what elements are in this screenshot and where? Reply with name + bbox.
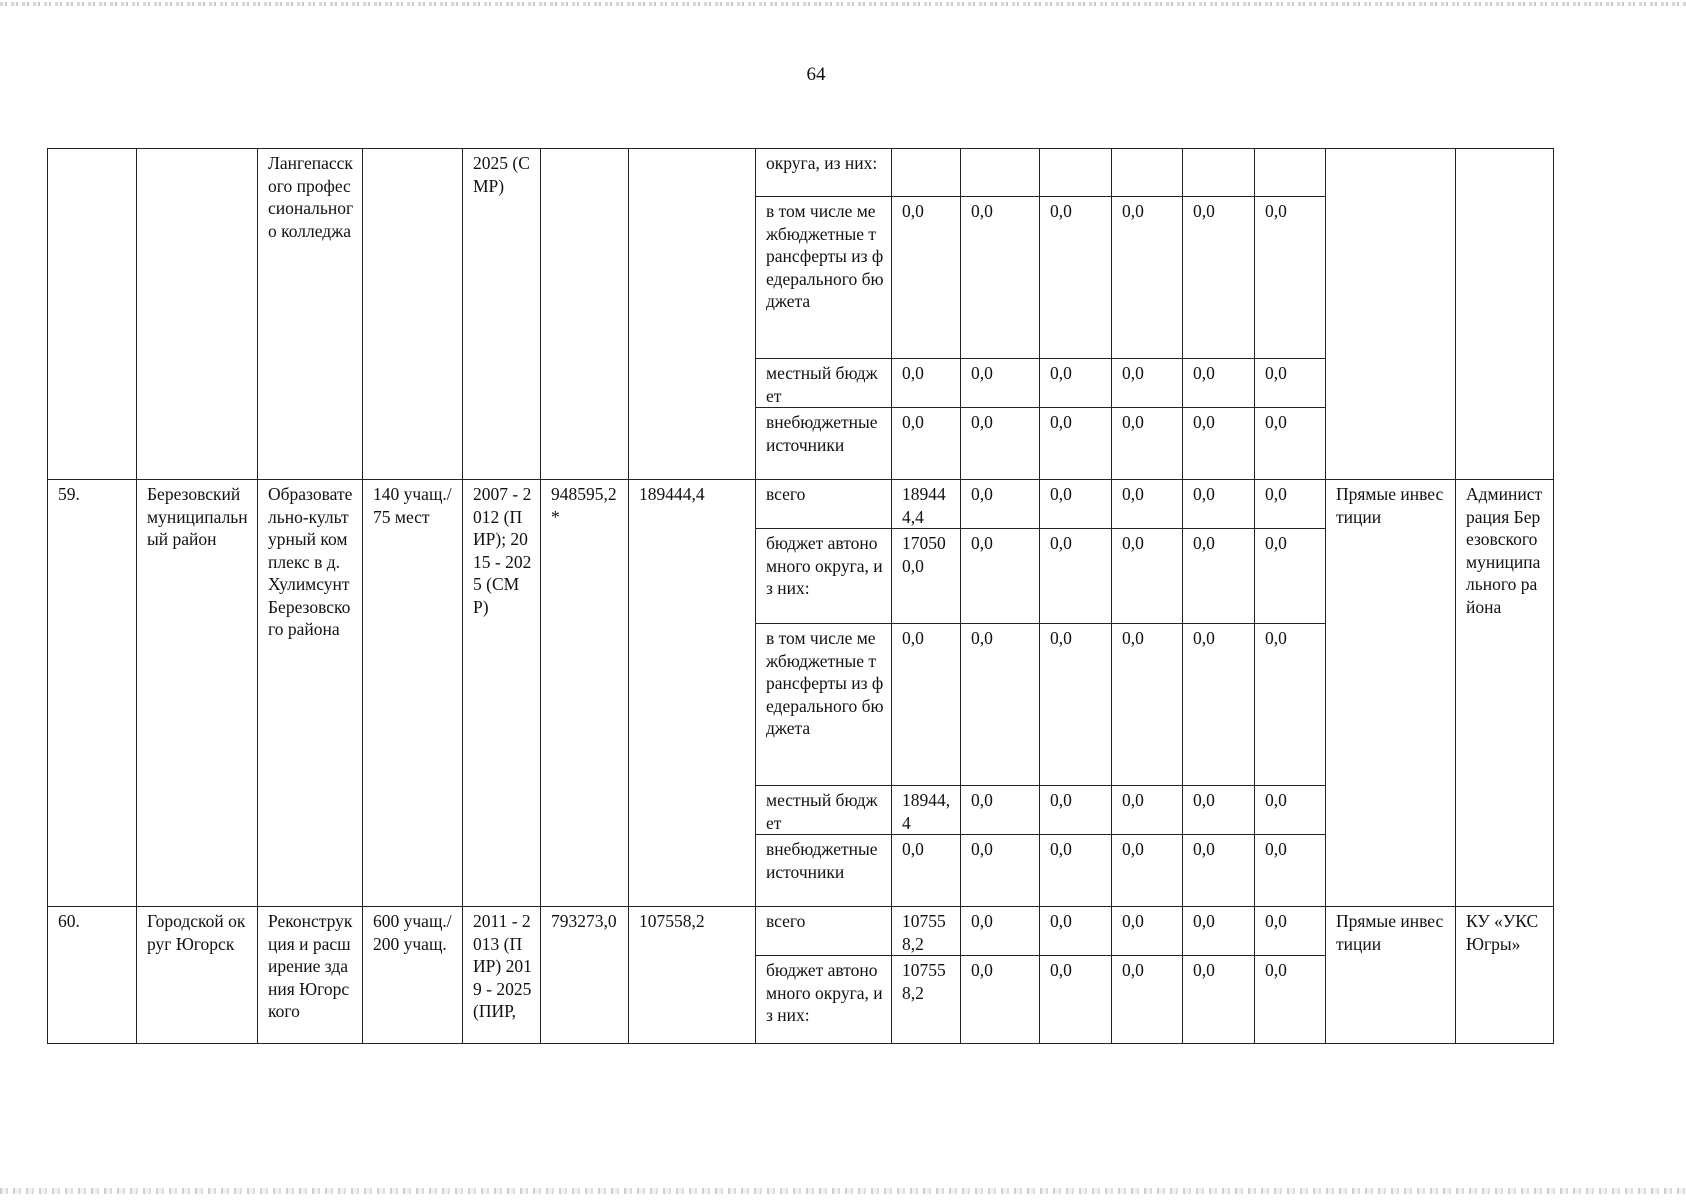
- cell-capacity: 600 учащ./ 200 учащ.: [363, 907, 463, 1044]
- cell-value: 0,0: [961, 359, 1040, 408]
- cell-value: 0,0: [1112, 956, 1183, 1044]
- cell-value: 0,0: [1183, 907, 1255, 956]
- cell-customer: [1456, 149, 1554, 480]
- cell-value: [892, 149, 961, 197]
- cell-value: 189444,4: [892, 480, 961, 529]
- cell-municipality: Березовский муниципальный район: [137, 480, 258, 907]
- cell-value: [961, 149, 1040, 197]
- cell-value: 0,0: [1040, 956, 1112, 1044]
- cell-capacity: 140 учащ./75 мест: [363, 480, 463, 907]
- cell-estimated-cost: 948595,2*: [541, 480, 629, 907]
- cell-value: 0,0: [1040, 480, 1112, 529]
- cell-remaining-cost: 107558,2: [629, 907, 756, 1044]
- cell-object: Образовательно-культурный комплекс в д. Хулимсунт Березовского района: [258, 480, 363, 907]
- cell-value: 0,0: [1040, 529, 1112, 624]
- cell-remaining-cost: 189444,4: [629, 480, 756, 907]
- cell-capacity: [363, 149, 463, 480]
- cell-value: 0,0: [1255, 197, 1326, 359]
- cell-value: 0,0: [961, 529, 1040, 624]
- cell-municipality: Городской округ Югорск: [137, 907, 258, 1044]
- cell-mechanism: Прямые инвестиции: [1326, 480, 1456, 907]
- cell-value: 0,0: [1040, 786, 1112, 835]
- cell-object: Реконструкция и расширение здания Югорского: [258, 907, 363, 1044]
- cell-remaining-cost: [629, 149, 756, 480]
- cell-value: 0,0: [1255, 835, 1326, 907]
- cell-value: [1183, 149, 1255, 197]
- cell-value: 0,0: [892, 197, 961, 359]
- cell-source: внебюджетные источники: [756, 408, 892, 480]
- cell-value: 0,0: [1112, 408, 1183, 480]
- cell-estimated-cost: 793273,0: [541, 907, 629, 1044]
- cell-object: Лангепасского профессионального колледжа: [258, 149, 363, 480]
- cell-source: всего: [756, 907, 892, 956]
- cell-value: 0,0: [1183, 786, 1255, 835]
- table-row: [48, 907, 1554, 956]
- cell-value: 0,0: [961, 480, 1040, 529]
- cell-number: 60.: [48, 907, 137, 1044]
- cell-value: 0,0: [1255, 359, 1326, 408]
- cell-source: всего: [756, 480, 892, 529]
- cell-municipality: [137, 149, 258, 480]
- cell-value: 0,0: [961, 624, 1040, 786]
- cell-value: [1255, 149, 1326, 197]
- cell-period: 2025 (СМР): [463, 149, 541, 480]
- cell-value: 0,0: [1040, 197, 1112, 359]
- cell-value: 0,0: [1040, 408, 1112, 480]
- cell-value: 0,0: [961, 197, 1040, 359]
- cell-value: 0,0: [1183, 956, 1255, 1044]
- cell-period: 2007 - 2012 (ПИР); 2015 - 2025 (СМР): [463, 480, 541, 907]
- cell-value: 0,0: [892, 359, 961, 408]
- cell-value: 0,0: [961, 907, 1040, 956]
- cell-value: 0,0: [1255, 529, 1326, 624]
- cell-value: 0,0: [1183, 480, 1255, 529]
- scan-edge-bottom: [0, 1188, 1686, 1194]
- cell-value: 0,0: [1112, 786, 1183, 835]
- cell-mechanism: [1326, 149, 1456, 480]
- cell-period: 2011 - 2013 (ПИР) 2019 - 2025 (ПИР,: [463, 907, 541, 1044]
- cell-value: 0,0: [1255, 624, 1326, 786]
- table-row: [48, 149, 1554, 197]
- cell-source: местный бюджет: [756, 786, 892, 835]
- cell-number: 59.: [48, 480, 137, 907]
- page-number: 64: [806, 64, 826, 85]
- cell-value: 0,0: [892, 624, 961, 786]
- cell-value: 0,0: [1040, 907, 1112, 956]
- cell-value: 107558,2: [892, 956, 961, 1044]
- cell-value: 18944,4: [892, 786, 961, 835]
- cell-value: 0,0: [961, 408, 1040, 480]
- cell-value: 0,0: [1183, 835, 1255, 907]
- cell-value: 107558,2: [892, 907, 961, 956]
- cell-source: бюджет автономного округа, из них:: [756, 956, 892, 1044]
- cell-value: 0,0: [961, 835, 1040, 907]
- cell-value: 0,0: [1112, 624, 1183, 786]
- cell-value: [1112, 149, 1183, 197]
- table-row: [48, 480, 1554, 529]
- cell-value: 0,0: [1112, 529, 1183, 624]
- cell-source: в том числе межбюджетные трансферты из федерального бюджета: [756, 624, 892, 786]
- cell-value: 0,0: [1112, 480, 1183, 529]
- cell-estimated-cost: [541, 149, 629, 480]
- cell-value: 0,0: [1183, 408, 1255, 480]
- cell-source: в том числе межбюджетные трансферты из федерального бюджета: [756, 197, 892, 359]
- cell-value: 0,0: [1255, 480, 1326, 529]
- cell-value: 0,0: [1183, 529, 1255, 624]
- cell-value: [1040, 149, 1112, 197]
- cell-value: 0,0: [1112, 835, 1183, 907]
- cell-mechanism: Прямые инвестиции: [1326, 907, 1456, 1044]
- cell-value: 0,0: [1040, 835, 1112, 907]
- cell-source: местный бюджет: [756, 359, 892, 408]
- investment-table: [47, 148, 1554, 1044]
- cell-customer: Администрация Березовского муниципального района: [1456, 480, 1554, 907]
- cell-source: округа, из них:: [756, 149, 892, 197]
- cell-value: 170500,0: [892, 529, 961, 624]
- scan-edge-top: [0, 2, 1686, 6]
- cell-value: 0,0: [1255, 786, 1326, 835]
- cell-source: бюджет автономного округа, из них:: [756, 529, 892, 624]
- cell-value: 0,0: [1255, 956, 1326, 1044]
- cell-value: 0,0: [892, 835, 961, 907]
- cell-value: 0,0: [1183, 359, 1255, 408]
- cell-value: 0,0: [1112, 907, 1183, 956]
- cell-value: 0,0: [1183, 624, 1255, 786]
- cell-value: 0,0: [1040, 624, 1112, 786]
- cell-customer: КУ «УКС Югры»: [1456, 907, 1554, 1044]
- cell-value: 0,0: [1112, 359, 1183, 408]
- cell-source: внебюджетные источники: [756, 835, 892, 907]
- cell-value: 0,0: [1255, 907, 1326, 956]
- cell-value: 0,0: [1255, 408, 1326, 480]
- cell-value: 0,0: [961, 956, 1040, 1044]
- cell-value: 0,0: [892, 408, 961, 480]
- cell-value: 0,0: [1112, 197, 1183, 359]
- cell-value: 0,0: [961, 786, 1040, 835]
- cell-value: 0,0: [1183, 197, 1255, 359]
- cell-number: [48, 149, 137, 480]
- cell-value: 0,0: [1040, 359, 1112, 408]
